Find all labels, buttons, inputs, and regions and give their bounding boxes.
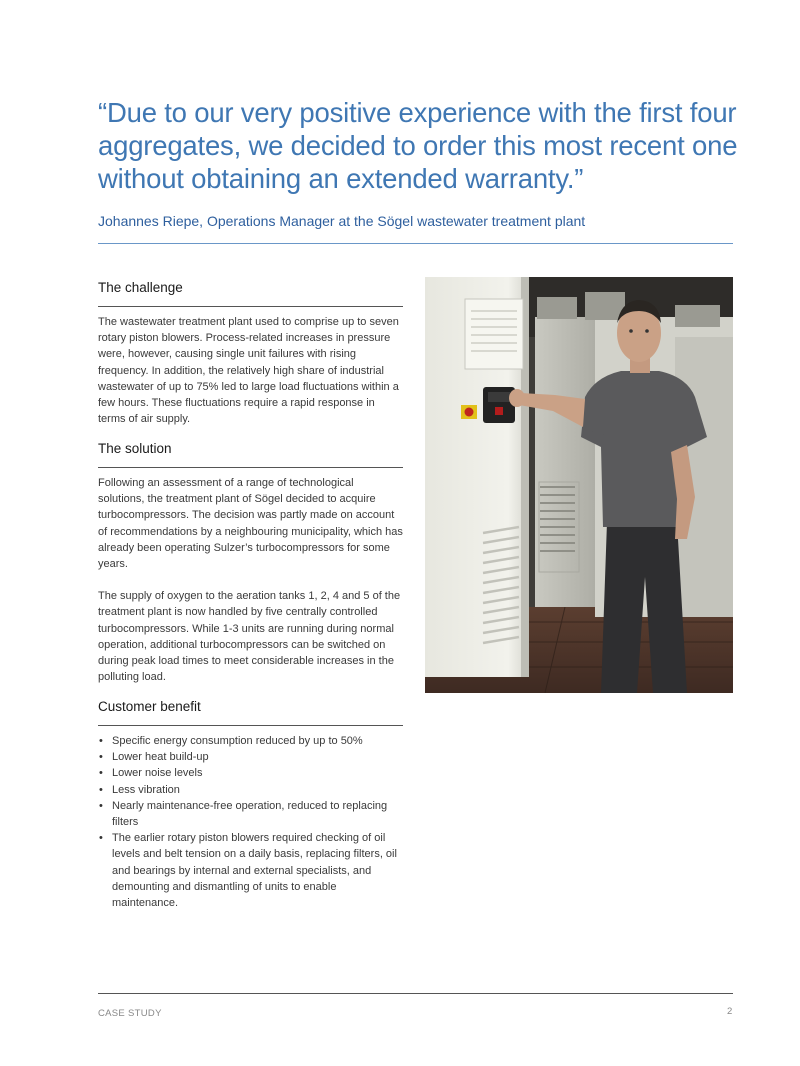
footer-label: CASE STUDY (98, 1008, 162, 1019)
list-item: • The earlier rotary piston blowers required checking of oil levels and belt tension on a daily basis, replacing filters, oil and bearings by internal and external specialists, and demounting and dismantling of units to enable maintenance. (98, 830, 403, 911)
solution-paragraph: Following an assessment of a range of technological solutions, the treatment plant of Sögel decided to acquire turbocompressors. The decision was partly made on account of recommendations by a neighbouring municipality, which has already been operating Sulzer’s turbocompressors for some years. (98, 477, 403, 571)
quote-attribution: Johannes Riepe, Operations Manager at the Sögel wastewater treatment plant (98, 213, 586, 229)
list-item: • Less vibration (98, 782, 403, 798)
solution-paragraph: The supply of oxygen to the aeration tanks 1, 2, 4 and 5 of the treatment plant is now handled by five centrally controlled turbocompressors. While 1-3 units are running during normal operation, additional turbocompressors can be switched on during peak load times to meet considerable increases in the polluting load. (98, 590, 401, 684)
quote-line: “Due to our very positive experience with the first four (98, 97, 737, 128)
list-item: • Lower heat build-up (98, 749, 403, 765)
page-number: 2 (727, 1006, 733, 1017)
photo-illustration (425, 277, 733, 693)
solution-section (98, 441, 403, 685)
plant-photo (425, 277, 733, 693)
footer-divider (98, 993, 733, 994)
quote-line: without obtaining an extended warranty.” (98, 163, 584, 194)
benefit-list (98, 733, 403, 911)
divider (98, 243, 733, 244)
quote-line: aggregates, we decided to order this most recent one (98, 130, 738, 161)
challenge-body: The wastewater treatment plant used to comprise up to seven rotary piston blowers. Process-related increases in pressure were, however, causing single unit failures with rising frequency. In addition, the relatively high share of industrial wastewater of up to 75% led to large load fluctuations within a few hours. These fluctuations require a rapid response in terms of air supply. (98, 316, 399, 426)
section-heading: The solution (98, 441, 403, 468)
benefit-section (98, 699, 403, 911)
list-item: • Nearly maintenance-free operation, reduced to replacing filters (98, 798, 403, 830)
list-item: • Specific energy consumption reduced by up to 50% (98, 733, 403, 749)
section-heading: Customer benefit (98, 699, 403, 726)
challenge-section (98, 280, 403, 427)
section-heading: The challenge (98, 280, 403, 307)
list-item: • Lower noise levels (98, 765, 403, 781)
pull-quote (98, 96, 738, 195)
